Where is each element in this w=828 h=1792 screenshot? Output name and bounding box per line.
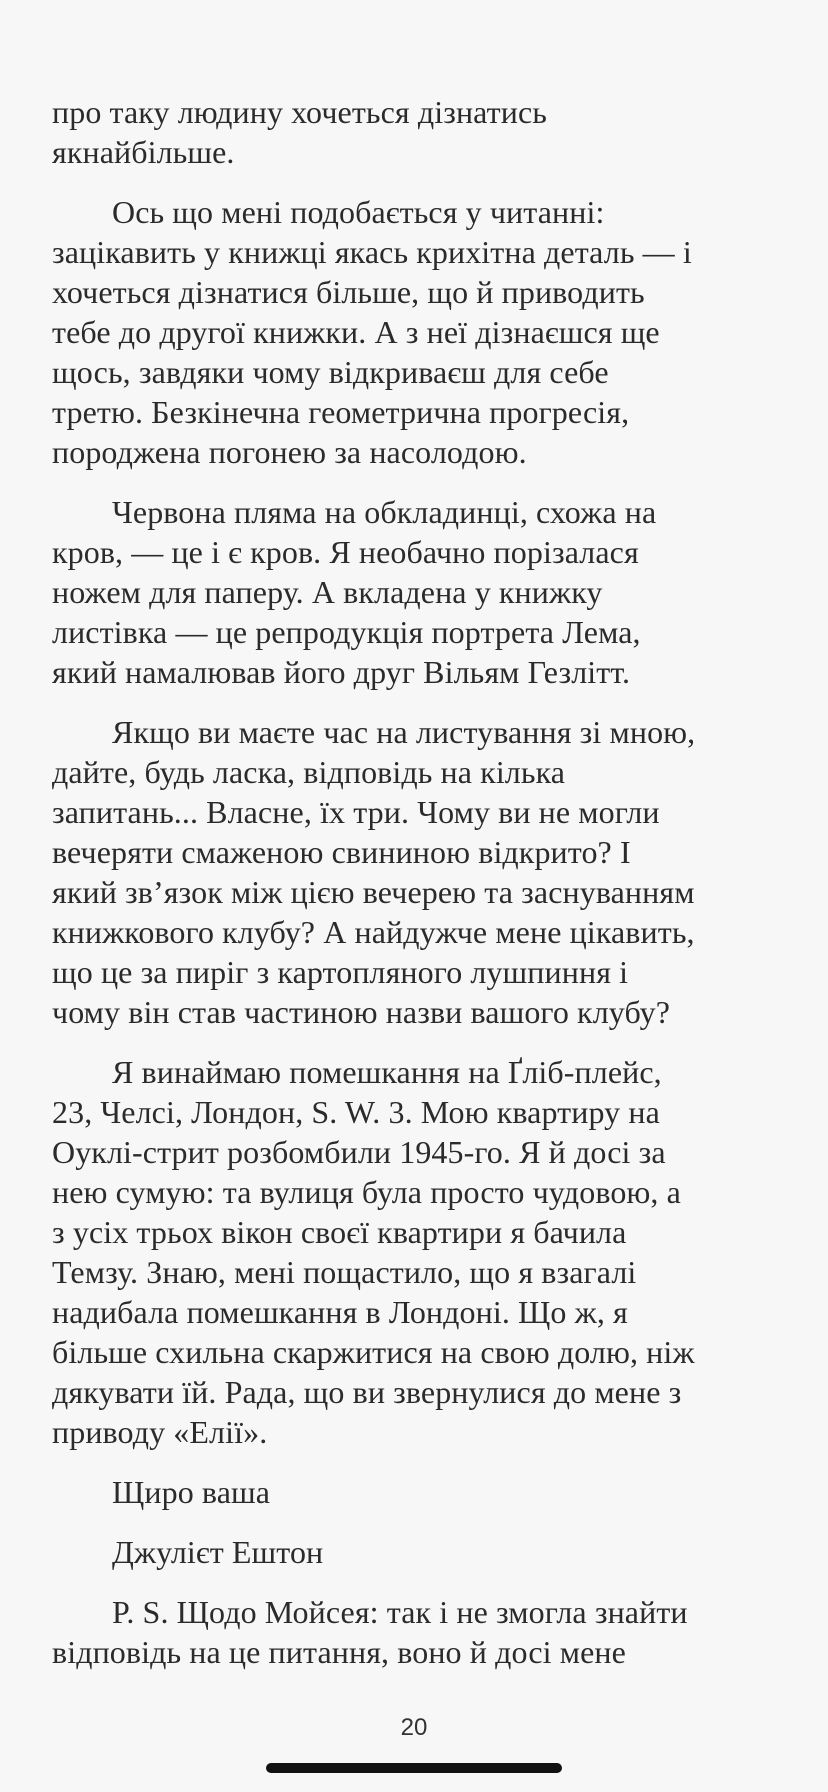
home-indicator[interactable] [266, 1763, 562, 1773]
page-number: 20 [400, 1714, 428, 1741]
letter-closing: Щиро ваша [112, 1474, 271, 1510]
letter-signature: Джулієт Ештон [112, 1534, 324, 1570]
paragraph-address: Я винаймаю помешкання на Ґліб-плейс, 23, Челсі, Лондон, S. W. 3. Мою квартиру на Оуклі-стрит розбомбили 1945-го. Я й досі за нею сумую: та вулиця була просто чудовою, а з усіх трьох вікон своєї квартири я бачила Темзу. Знаю, мені пощастило, що я взагалі надибала помешкання в Лондоні. Що ж, я більше схильна скаржитися на свою долю, ніж дякувати їй. Рада, що ви звернулися до мене з приводу «Елії». [52, 1054, 695, 1450]
paragraph-questions: Якщо ви маєте час на листування зі мною, дайте, будь ласка, відповідь на кілька запитань... Власне, їх три. Чому ви не могли вечеряти смаженою свининою відкрито? І який звʼязок між цією вечерею та заснуванням книжкового клубу? А найдужче мене цікавить, що це за пиріг з картопляного лушпиння і чому він став частиною назви вашого клубу? [52, 714, 696, 1030]
paragraph-postscript: P. S. Щодо Мойсея: так і не змогла знайти відповідь на це питання, воно й досі мене [52, 1594, 688, 1670]
paragraph-continuation: про таку людину хочеться дізнатись якнайбільше. [52, 94, 547, 170]
paragraph-reading-joy: Ось що мені подобається у читанні: зацікавить у книжці якась крихітна деталь — і хочеться дізнатися більше, що й приводить тебе до другої книжки. А з неї дізнаєшся ще щось, завдяки чому відкриваєш для себе третю. Безкінечна геометрична прогресія, породжена погонею за насолодою. [52, 194, 692, 470]
paragraph-red-stain: Червона пляма на обкладинці, схожа на кров, — це і є кров. Я необачно порізалася ножем для паперу. А вкладена у книжку листівка — це репродукція портрета Лема, який намалював його друг Вільям Гезлітт. [52, 494, 657, 690]
book-page-text [52, 92, 778, 1692]
